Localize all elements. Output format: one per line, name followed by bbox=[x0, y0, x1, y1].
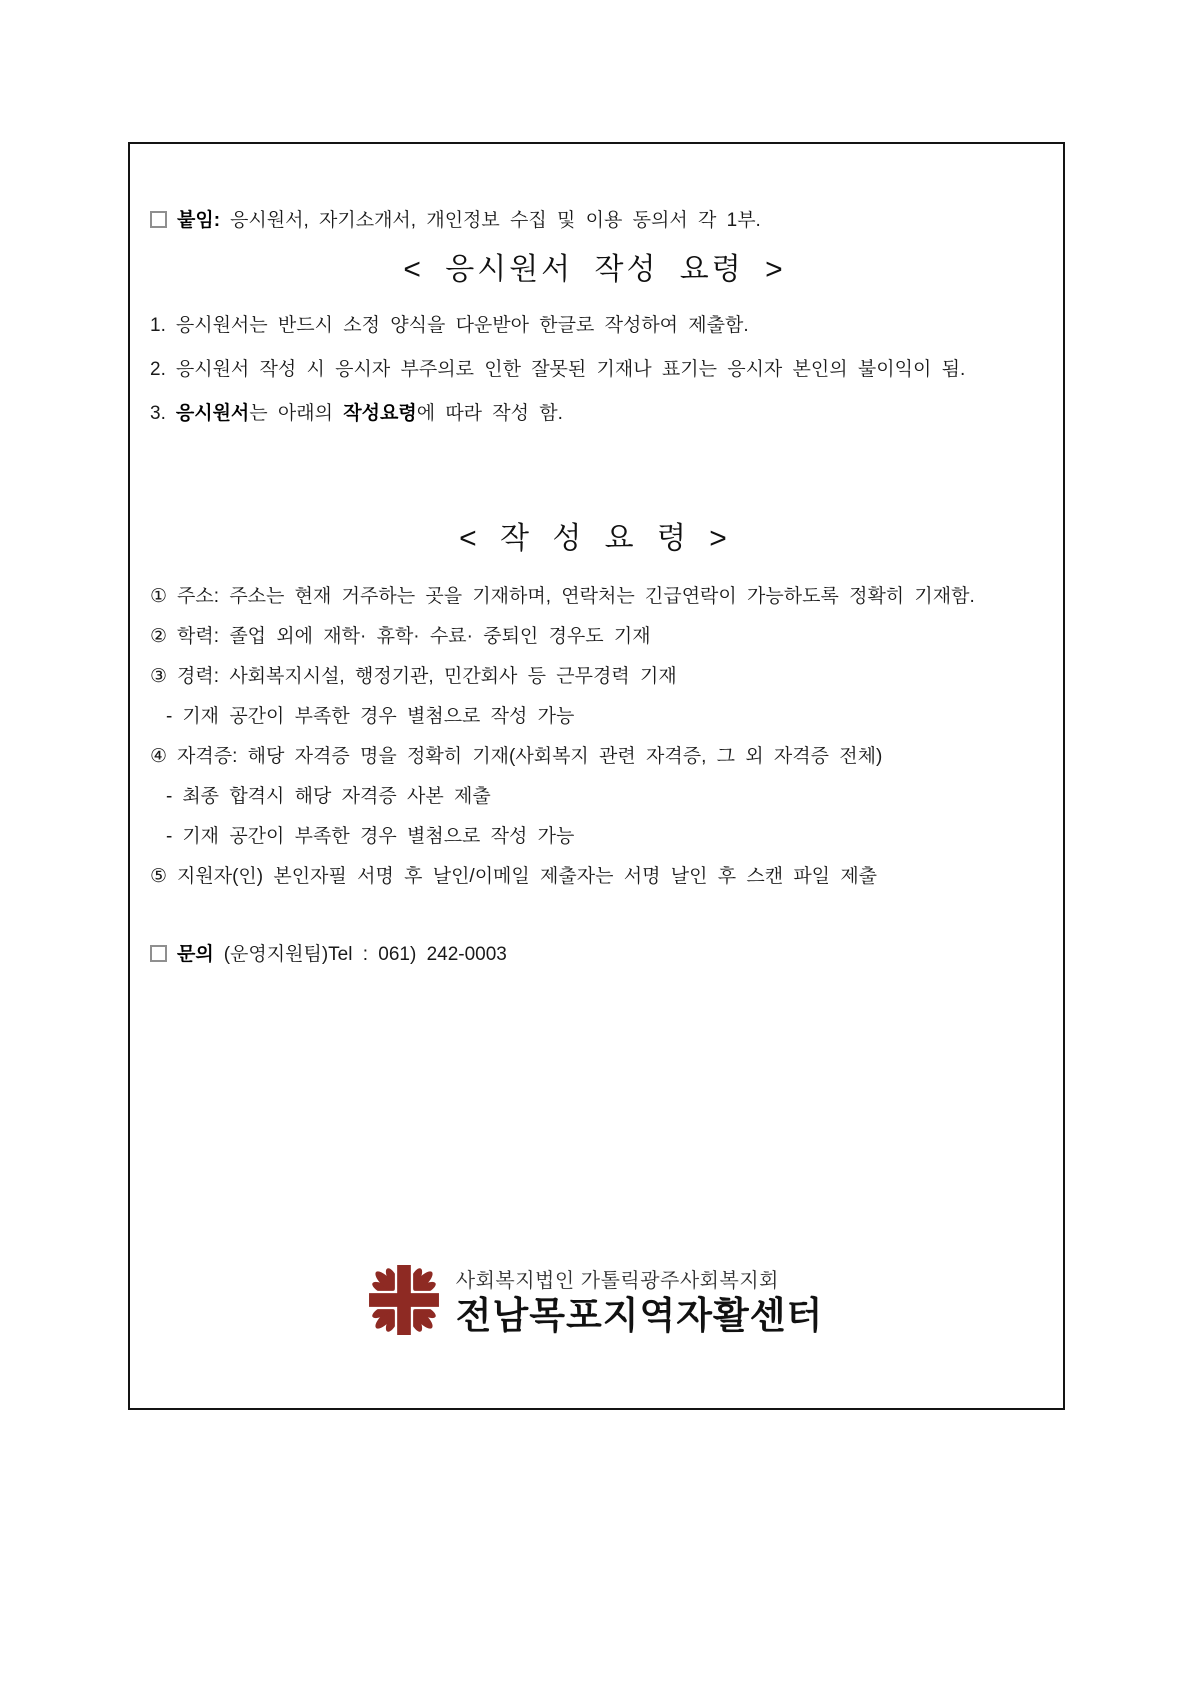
item-text-bold: 응시원서 bbox=[175, 403, 250, 424]
list-subitem bbox=[150, 824, 1039, 850]
item-text: 기재 공간이 부족한 경우 별첨으로 작성 가능 bbox=[182, 706, 575, 727]
list-item bbox=[150, 357, 1039, 383]
contact-line bbox=[150, 942, 1039, 968]
list-item bbox=[150, 664, 1039, 690]
item-text: 지원자(인) 본인자필 서명 후 날인/이메일 제출자는 서명 날인 후 스캔 파일 제출 bbox=[177, 866, 878, 887]
item-marker: ⑤ bbox=[150, 866, 168, 887]
list-item bbox=[150, 744, 1039, 770]
item-text: 최종 합격시 해당 자격증 사본 제출 bbox=[182, 786, 491, 807]
item-marker: ② bbox=[150, 626, 168, 647]
item-text-mid: 는 아래의 bbox=[249, 403, 333, 424]
item-text: 응시원서는 반드시 소정 양식을 다운받아 한글로 작성하여 제출함. bbox=[175, 315, 749, 336]
document-border bbox=[128, 142, 1065, 1410]
item-text: 기재 공간이 부족한 경우 별첨으로 작성 가능 bbox=[182, 826, 575, 847]
item-text: 자격증: 해당 자격증 명을 정확히 기재(사회복지 관련 자격증, 그 외 자격증 전체) bbox=[177, 746, 883, 767]
item-marker: - bbox=[166, 826, 173, 847]
organization-logo bbox=[150, 1260, 1039, 1340]
attachment-label: 붙임: bbox=[177, 210, 221, 231]
item-text: 경력: 사회복지시설, 행정기관, 민간회사 등 근무경력 기재 bbox=[177, 666, 677, 687]
contact-text: (운영지원팀)Tel : 061) 242-0003 bbox=[223, 944, 507, 965]
item-number: 3. bbox=[150, 403, 166, 424]
logo-org-parent: 사회복지법인 가톨릭광주사회복지회 bbox=[455, 1270, 779, 1292]
item-number: 1. bbox=[150, 315, 166, 336]
item-text-end: 에 따라 작성 함. bbox=[416, 403, 563, 424]
checkbox-icon bbox=[150, 945, 167, 962]
list-subitem bbox=[150, 704, 1039, 730]
item-number: 2. bbox=[150, 359, 166, 380]
section2-title: < 작 성 요 령 > bbox=[459, 522, 730, 555]
attachment-text: 응시원서, 자기소개서, 개인정보 수집 및 이용 동의서 각 1부. bbox=[230, 210, 761, 231]
item-text bbox=[176, 401, 563, 427]
list-subitem bbox=[150, 784, 1039, 810]
item-marker: ③ bbox=[150, 666, 168, 687]
caritas-cross-icon bbox=[366, 1260, 442, 1340]
section1-title: < 응시원서 작성 요령 > bbox=[403, 253, 786, 286]
item-marker: ④ bbox=[150, 746, 168, 767]
list-item bbox=[150, 864, 1039, 890]
list-item bbox=[150, 401, 1039, 427]
item-text: 학력: 졸업 외에 재학· 휴학· 수료· 중퇴인 경우도 기재 bbox=[177, 626, 651, 647]
list-item bbox=[150, 313, 1039, 339]
item-text: 응시원서 작성 시 응시자 부주의로 인한 잘못된 기재나 표기는 응시자 본인의 불이익이 됨. bbox=[175, 359, 966, 380]
item-marker: - bbox=[166, 786, 173, 807]
list-item bbox=[150, 624, 1039, 650]
item-text: 주소: 주소는 현재 거주하는 곳을 기재하며, 연락처는 긴급연락이 가능하도록 정확히 기재함. bbox=[177, 586, 975, 607]
contact-label: 문의 bbox=[177, 944, 214, 965]
logo-org-name: 전남목포지역자활센터 bbox=[455, 1295, 824, 1336]
checkbox-icon bbox=[150, 211, 167, 228]
list-item bbox=[150, 584, 1039, 610]
attachment-line bbox=[150, 208, 1039, 234]
item-marker: - bbox=[166, 706, 173, 727]
logo-text bbox=[456, 1264, 823, 1336]
item-text-bold: 작성요령 bbox=[343, 403, 417, 424]
item-marker: ① bbox=[150, 586, 168, 607]
